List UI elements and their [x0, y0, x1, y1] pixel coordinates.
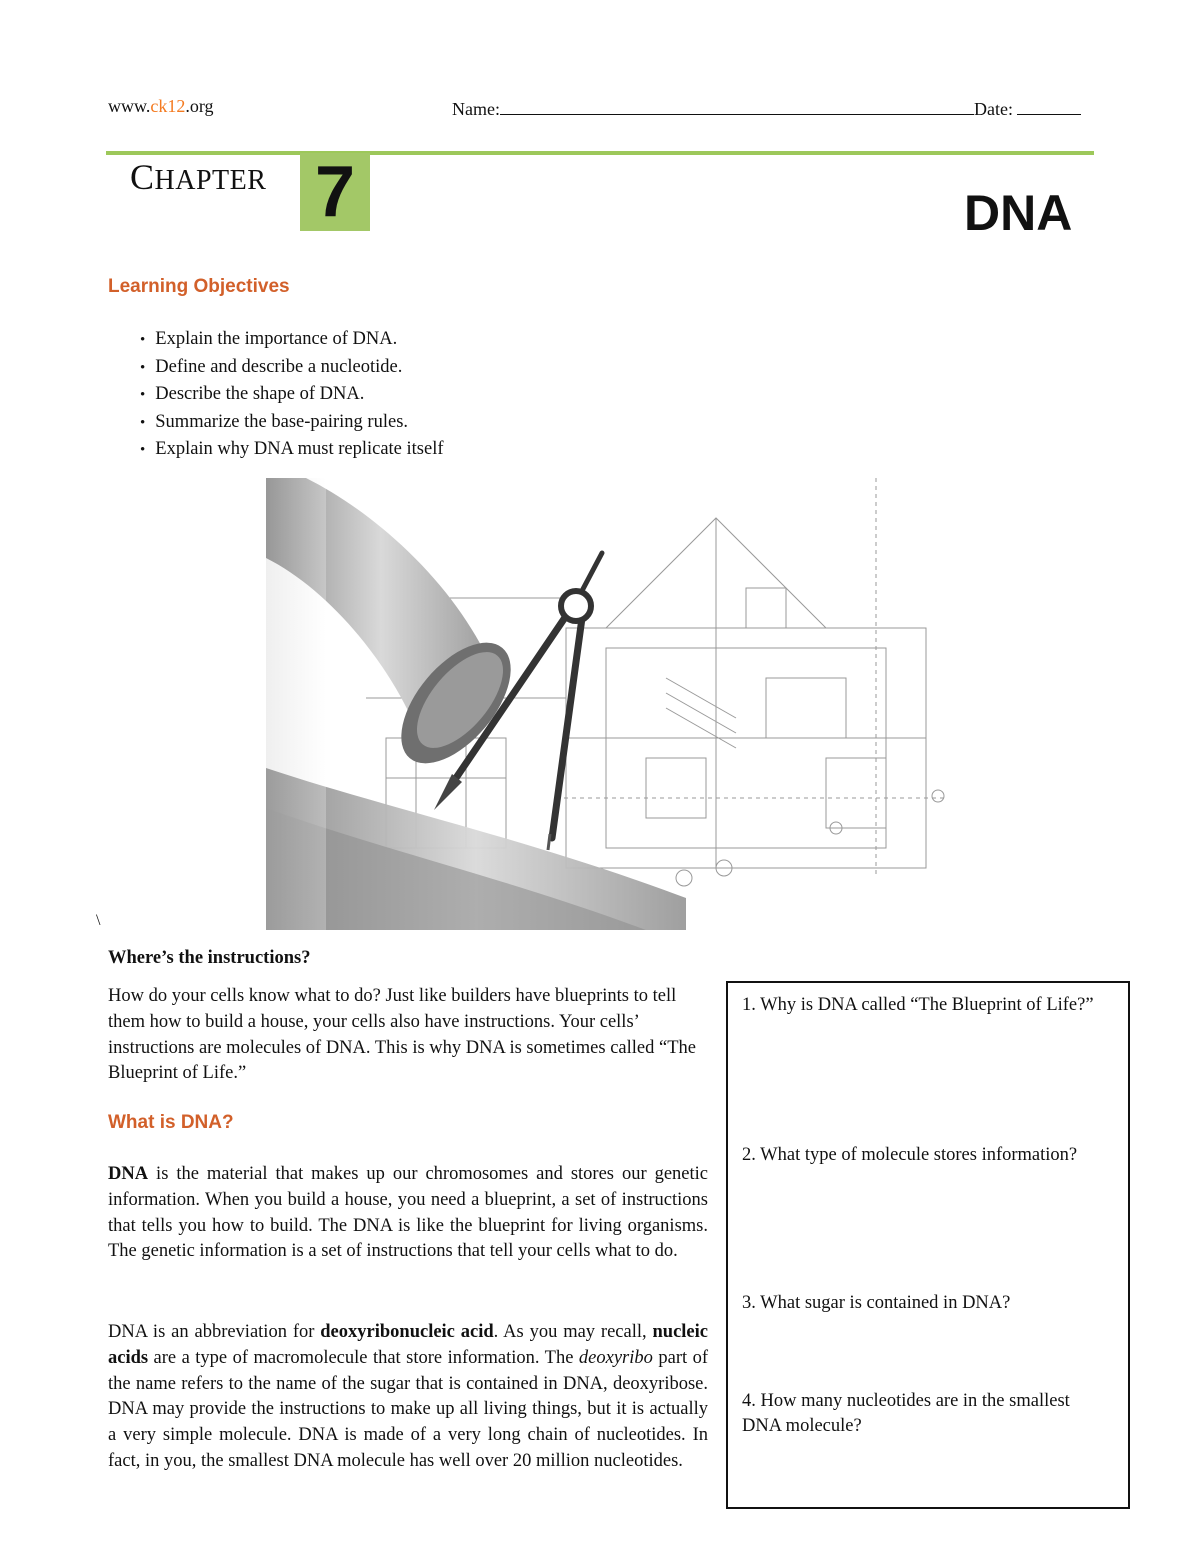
name-label: Name:	[452, 99, 500, 119]
question-1: 1. Why is DNA called “The Blueprint of Life?”	[742, 995, 1094, 1015]
stray-mark: \	[96, 912, 101, 929]
intro-paragraph: How do your cells know what to do? Just like builders have blueprints to tell them how to build a house, your cells also have instructions. Your cells’ instructions are molecules of DNA. This is why DNA is sometimes called “The Blueprint of Life.”	[108, 986, 696, 1084]
chapter-number-box	[300, 153, 370, 231]
dna-definition-paragraph	[108, 1162, 708, 1265]
question-2: 2. What type of molecule stores information?	[742, 1145, 1078, 1165]
name-blank[interactable]	[500, 96, 974, 115]
questions-box	[726, 981, 1130, 1509]
date-label: Date:	[973, 99, 1013, 119]
paragraph-text: DNA is an abbreviation for	[108, 1322, 321, 1342]
site-suffix: .org	[185, 96, 214, 116]
dna-abbreviation-paragraph	[108, 1320, 708, 1475]
chapter-title: DNA	[964, 185, 1073, 241]
term-dna: DNA	[108, 1164, 149, 1184]
chapter-label-rest: HAPTER	[154, 165, 267, 196]
chapter-label	[130, 156, 266, 198]
site-url	[108, 96, 214, 117]
term-deoxyribo: deoxyribo	[578, 1347, 653, 1368]
site-accent: ck12	[150, 96, 186, 116]
term-nucleic-acids: nucleic acids	[108, 1322, 708, 1368]
paragraph-text: are a type of macromolecule that store information. The	[148, 1347, 579, 1368]
section-heading-instructions: Where’s the instructions?	[108, 948, 311, 968]
objectives-list	[140, 326, 444, 464]
date-blank[interactable]	[1017, 96, 1081, 115]
blueprint-compass-image	[266, 478, 956, 930]
objective-item: • Define and describe a nucleotide.	[140, 354, 444, 382]
term-deoxyribonucleic-acid: deoxyribonucleic acid	[320, 1322, 494, 1342]
header-rule	[106, 151, 1094, 155]
chapter-number: 7	[314, 152, 356, 232]
objective-item: • Explain the importance of DNA.	[140, 326, 444, 354]
name-date-line	[452, 96, 1081, 120]
chapter-label-initial: C	[130, 157, 155, 197]
section-heading-what-is-dna: What is DNA?	[108, 1112, 234, 1133]
objective-item: • Explain why DNA must replicate itself	[140, 436, 444, 464]
objectives-heading: Learning Objectives	[108, 276, 290, 297]
question-3: 3. What sugar is contained in DNA?	[742, 1293, 1011, 1313]
site-prefix: www.	[108, 96, 151, 116]
objective-item: • Describe the shape of DNA.	[140, 381, 444, 409]
paragraph-text: . As you may recall,	[493, 1322, 653, 1342]
paragraph-text: part of the name refers to the name of the sugar that is contained in DNA, deoxyribose. DNA may provide the instructions to make up all living things, but it is actually a very simple molecule. DNA is made of a very long chain of nucleotides. In fact, in you, the smallest DNA molecule has well over 20 million nucleotides.	[108, 1347, 708, 1471]
objective-item: • Summarize the base-pairing rules.	[140, 409, 444, 437]
question-4: 4. How many nucleotides are in the smallest DNA molecule?	[742, 1391, 1070, 1436]
paragraph-text: is the material that makes up our chromosomes and stores our genetic information. When you build a house, you need a blueprint, a set of instructions that tells you how to build. The DNA is like the blueprint for living organisms. The genetic information is a set of instructions that tell your cells what to do.	[108, 1164, 708, 1262]
